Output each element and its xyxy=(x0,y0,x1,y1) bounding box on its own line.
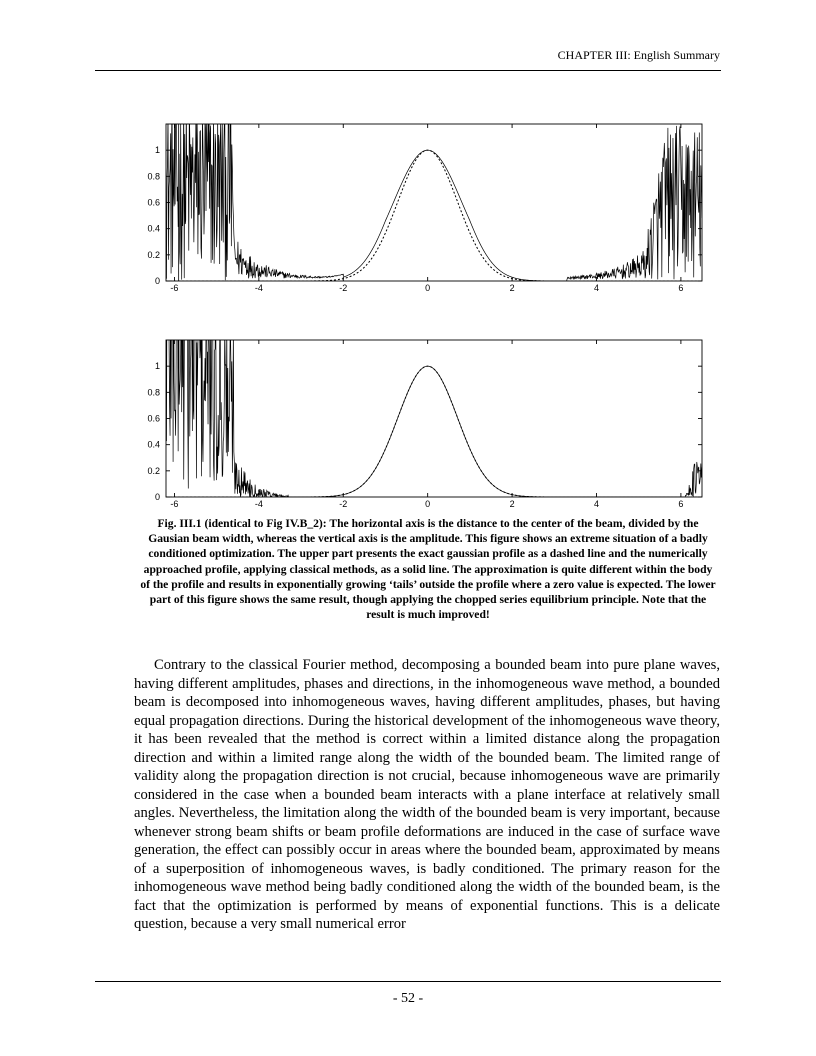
page-number: - 52 - xyxy=(392,991,424,1006)
lower-x-tick-label: -2 xyxy=(339,499,348,509)
lower-plot xyxy=(142,332,706,510)
upper-y-tick-label: 0.6 xyxy=(147,197,160,208)
lower-plot-svg xyxy=(142,332,706,510)
running-header: CHAPTER III: English Summary xyxy=(557,48,720,62)
upper-y-tick-label: 0 xyxy=(154,276,160,286)
upper-plot-svg xyxy=(142,116,706,294)
upper-plot xyxy=(142,116,706,294)
figure-caption: Fig. III.1 (identical to Fig IV.B_2): The horizontal axis is the distance to the center of the beam, divided by the Gausian beam width, whereas the vertical axis is the amplitude. This figure shows an extreme situation of a badly conditioned optimization. The upper part presents the exact gaussian profile as a dashed line and the numerically approached profile, applying classical methods, as a solid line. The approximation is quite different within the body of the profile and results in exponentially growing ‘tails’ outside the profile where a zero value is expected. The lower part of this figure shows the same result, though applying the chopped series equilibrium principle. Note that the result is much improved! xyxy=(140,517,716,622)
upper-x-tick-label: -4 xyxy=(254,283,263,293)
upper-plot-frame xyxy=(166,124,702,281)
lower-y-tick-label: 0.4 xyxy=(147,439,160,450)
lower-y-tick-label: 0.2 xyxy=(147,465,160,476)
upper-approx-profile-line xyxy=(166,93,702,281)
lower-x-tick-label: 6 xyxy=(678,499,684,509)
lower-plot-frame xyxy=(166,340,702,497)
lower-x-tick-label: 2 xyxy=(509,499,515,509)
lower-y-tick-label: 0.8 xyxy=(147,387,160,398)
upper-x-tick-label: 0 xyxy=(425,283,431,293)
upper-x-tick-label: -6 xyxy=(170,283,179,293)
footer-rule xyxy=(95,981,721,982)
upper-x-tick-label: -2 xyxy=(339,283,348,293)
upper-y-tick-label: 0.4 xyxy=(147,223,160,234)
lower-y-tick-label: 0 xyxy=(154,492,160,502)
lower-exact-profile-line xyxy=(166,366,702,497)
header-rule xyxy=(95,70,721,71)
lower-x-tick-label: -6 xyxy=(170,499,179,509)
upper-y-tick-label: 0.2 xyxy=(147,249,160,260)
lower-x-tick-label: -4 xyxy=(254,499,263,509)
upper-y-tick-label: 0.8 xyxy=(147,171,160,182)
body-paragraph: Contrary to the classical Fourier method, decomposing a bounded beam into pure plane waves, having different amplitudes, phases and directions, in the inhomogeneous wave method, a bounded beam is decomposed into inhomogeneous waves, having different amplitudes, phases, but having equal propagation directions. During the historical development of the inhomogeneous wave theory, it has been revealed that the method is correct within a limited distance along the propagation direction and within a limited range along the width of the bounded beam. The limited range of validity along the propagation direction is not crucial, because inhomogeneous wave are primarily considered in the case when a bounded beam interacts with a plane interface at relatively small angles. Nevertheless, the limitation along the width of the bounded beam is very important, because whenever strong beam shifts or beam profile deformations are induced in the case of surface wave generation, the effect can possibly occur in areas where the bounded beam, approximated by means of a superposition of inhomogeneous waves, is badly conditioned. The primary reason for the inhomogeneous wave method being badly conditioned along the width of the bounded beam, is the fact that the optimization is performed by means of exponential functions. This is a delicate question, because a very small numerical error xyxy=(134,657,720,932)
upper-x-tick-label: 2 xyxy=(509,283,515,293)
upper-y-tick-label: 1 xyxy=(154,145,160,156)
upper-x-tick-label: 4 xyxy=(593,283,599,293)
lower-y-tick-label: 1 xyxy=(154,361,160,372)
lower-x-tick-label: 4 xyxy=(593,499,599,509)
lower-x-tick-label: 0 xyxy=(425,499,431,509)
upper-x-tick-label: 6 xyxy=(678,283,684,293)
lower-y-tick-label: 0.6 xyxy=(147,413,160,424)
